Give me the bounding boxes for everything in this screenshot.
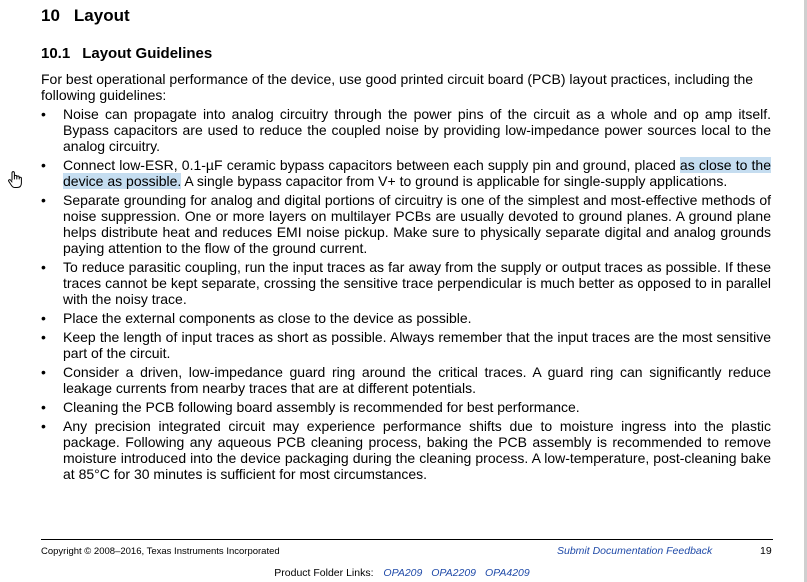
list-item <box>41 418 771 482</box>
list-item <box>41 399 771 415</box>
subsection-heading <box>41 45 212 62</box>
product-link-opa209[interactable]: OPA209 <box>383 567 423 579</box>
guidelines-list <box>41 106 771 485</box>
list-item <box>41 106 771 154</box>
list-item-text: To reduce parasitic coupling, run the input traces as far away from the supply or output traces as possible. If these traces cannot be kept separate, crossing the sensitive trace perpendicular is much better as opposed to in parallel with the noisy trace. <box>63 259 771 307</box>
section-title: Layout <box>73 6 130 25</box>
bullet-icon: • <box>41 310 46 326</box>
list-item-text: Any precision integrated circuit may experience performance shifts due to moisture ingress into the plastic package. Following any aqueous PCB cleaning process, baking the PCB assembly is recommended to remove moisture introduced into the device packaging during the cleaning process. A low-temperature, post-cleaning bake at 85°C for 30 minutes is sufficient for most circumstances. <box>63 418 771 482</box>
list-item-text: Cleaning the PCB following board assembly is recommended for best performance. <box>63 399 580 415</box>
bullet-icon: • <box>41 329 46 345</box>
list-item <box>41 192 771 256</box>
product-folder-links <box>0 567 807 579</box>
submit-feedback-link[interactable]: Submit Documentation Feedback <box>557 545 713 557</box>
list-item-text: Place the external components as close to the device as possible. <box>63 310 472 326</box>
list-item <box>41 364 771 396</box>
list-item-text: Consider a driven, low-impedance guard ring around the critical traces. A guard ring can significantly reduce leakage currents from nearby traces that are at different potentials. <box>63 364 771 396</box>
list-item-text-before: Connect low-ESR, 0.1-µF ceramic bypass capacitors between each supply pin and ground, placed <box>63 157 680 173</box>
bullet-icon: • <box>41 192 46 208</box>
bullet-icon: • <box>41 399 46 415</box>
selected-text-highlight[interactable]: as close to the device as possible. <box>63 157 771 189</box>
section-heading <box>41 6 130 26</box>
footer-divider <box>41 539 773 540</box>
bullet-icon: • <box>41 157 46 173</box>
intro-paragraph: For best operational performance of the device, use good printed circuit board (PCB) layout practices, including the following guidelines: <box>41 71 754 103</box>
page-number: 19 <box>760 545 772 557</box>
bullet-icon: • <box>41 259 46 275</box>
list-item <box>41 329 771 361</box>
list-item-text: Separate grounding for analog and digital portions of circuitry is one of the simplest and most-effective methods of noise suppression. One or more layers on multilayer PCBs are usually devoted to ground planes. A ground plane helps distribute heat and reduces EMI noise pickup. Make sure to physically separate digital and analog grounds paying attention to the flow of the ground current. <box>63 192 771 256</box>
list-item <box>41 157 771 189</box>
bullet-icon: • <box>41 418 46 434</box>
list-item <box>41 259 771 307</box>
copyright-notice: Copyright © 2008–2016, Texas Instruments Incorporated <box>41 546 280 557</box>
list-item-text: Keep the length of input traces as short as possible. Always remember that the input traces are the most sensitive part of the circuit. <box>63 329 771 361</box>
product-link-opa4209[interactable]: OPA4209 <box>484 567 530 579</box>
bullet-icon: • <box>41 364 46 380</box>
list-item-text-after: A single bypass capacitor from V+ to ground is applicable for single-supply applications. <box>181 173 728 189</box>
subsection-title: Layout Guidelines <box>82 45 213 62</box>
product-folder-label: Product Folder Links: <box>274 567 374 579</box>
list-item-text: Noise can propagate into analog circuitry through the power pins of the circuit as a whole and op amp itself. Bypass capacitors are used to reduce the coupled noise by providing low-impedance power sources local to the analog circuitry. <box>63 106 771 154</box>
product-link-opa2209[interactable]: OPA2209 <box>431 567 477 579</box>
list-item <box>41 310 771 326</box>
subsection-number: 10.1 <box>41 45 71 62</box>
section-number: 10 <box>41 6 60 25</box>
bullet-icon: • <box>41 106 46 122</box>
hand-cursor-icon <box>6 170 24 190</box>
